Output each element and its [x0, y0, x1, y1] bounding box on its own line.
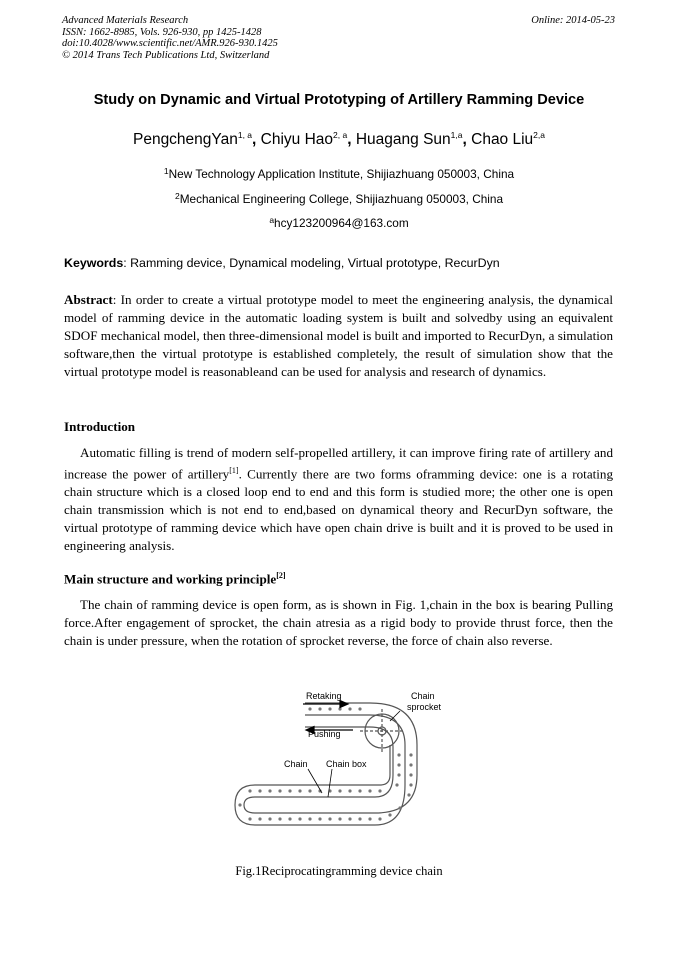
author-sup: 1,a: [450, 130, 463, 140]
keywords-label: Keywords: [64, 256, 124, 270]
main-structure-heading: [64, 571, 286, 587]
chain-box-leader: [328, 769, 332, 797]
copyright-line: © 2014 Trans Tech Publications Ltd, Switzerland: [62, 49, 270, 61]
affiliation-2: [0, 192, 678, 206]
online-date: Online: 2014-05-23: [531, 15, 615, 26]
author-name: Chiyu Hao: [260, 131, 334, 148]
author-name: PengchengYan: [132, 131, 238, 148]
keywords-text: : Ramming device, Dynamical modeling, Virtual prototype, RecurDyn: [123, 256, 500, 270]
chain-label: Chain: [284, 759, 308, 769]
abstract: [64, 291, 613, 381]
keywords: [64, 256, 500, 270]
retaking-arrow-head: [340, 701, 348, 708]
abstract-label: Abstract: [64, 292, 113, 307]
author-name: Chao Liu: [471, 131, 534, 148]
introduction-paragraph: [64, 444, 613, 555]
author-list: PengchengYan$^{1, a}$, Chiyu Hao$^{2, a}$, Huagang Sun$^{1,a}$, Chao Liu$^{2,a}$: [132, 130, 545, 148]
chain-box-label: Chain box: [326, 759, 367, 769]
chain-leader: [308, 769, 322, 793]
citation-link[interactable]: [2]: [276, 571, 286, 580]
journal-name: Advanced Materials Research: [62, 15, 189, 26]
affiliation-text: Mechanical Engineering College, Shijiazhuang 050003, China: [179, 192, 504, 206]
affiliation-text: New Technology Application Institute, Shijiazhuang 050003, China: [168, 167, 515, 181]
chain-sprocket-label-1: Chain: [411, 691, 435, 701]
journal-header: [62, 15, 278, 61]
figure-caption: Fig.1Reciprocatingramming device chain: [235, 864, 443, 878]
chain-sprocket-label-2: sprocket: [407, 702, 442, 712]
intro-text-a: Automatic filling is trend of modern self-propelled artillery, it can improve firing rate of artillery and increase the power of artillery: [64, 445, 613, 482]
intro-text-b: . Currently there are two forms oframming device: one is a rotating chain structure which is a closed loop end to end and this form is studied more; the other one is open chain transmission which is not end to end,based on dynamical theory and RecurDyn software, the virtual prototype of ramming device which have open chain drive is built and it is proved to be used in engineering analysis.: [64, 466, 613, 553]
citation-link[interactable]: [1]: [229, 465, 239, 475]
author-sup: 2,a: [533, 130, 545, 140]
affiliation-sup: a: [269, 215, 275, 225]
author-name: Huagang Sun: [355, 131, 451, 148]
paper-title: Study on Dynamic and Virtual Prototyping of Artillery Ramming Device: [93, 92, 585, 108]
abstract-text: : In order to create a virtual prototype model to meet the engineering analysis, the dynamical model of ramming device in the automatic loading system is built and solvedby using an equivalent SDOF mechanical model, then three-dimensional model is built and imported to RecurDyn, a simulation software,then the virtual prototype is established completely, the result of simulation show that the virtual prototype model is reasonableand can be used for analysis and research of dynamics.: [64, 292, 613, 379]
affiliation-email: [0, 216, 678, 230]
issn-line: ISSN: 1662-8985, Vols. 926-930, pp 1425-1428: [62, 26, 262, 38]
retaking-label: Retaking: [306, 691, 342, 701]
author-sup: 1, a: [237, 130, 253, 140]
main-structure-paragraph: The chain of ramming device is open form, as is shown in Fig. 1,chain in the box is bearing Pulling force.After engagement of sprocket, the chain atresia as a rigid body to provide thrust force, then the chain is under pressure, when the rotation of sprocket reverse, the force of chain also reverse.: [64, 597, 613, 648]
pushing-label: Pushing: [308, 729, 341, 739]
author-sup: 2, a: [333, 130, 348, 140]
affiliation-sup: 1: [163, 166, 169, 176]
main-structure-heading-text: Main structure and working principle: [64, 571, 277, 587]
affiliation-1: [0, 167, 678, 181]
introduction-heading: Introduction: [64, 419, 136, 434]
doi-line: doi:10.4028/www.scientific.net/AMR.926-930.1425: [62, 38, 278, 49]
email-link[interactable]: hcy123200964@163.com: [274, 216, 409, 230]
chain-figure: [230, 685, 450, 850]
affiliation-sup: 2: [174, 191, 180, 201]
